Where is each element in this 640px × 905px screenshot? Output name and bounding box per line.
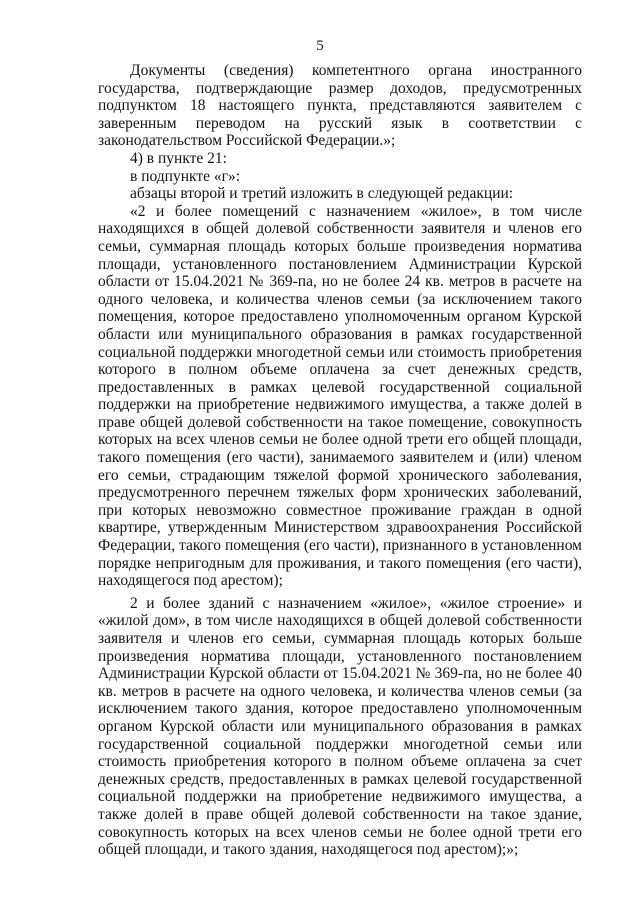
paragraph-premises: «2 и более помещений с назначением «жилое», в том числе находящихся в общей долевой собственности заявителя и членов его семьи, суммарная площадь которых больше произведения норматива площади, установленного постановлением Администрации Курской области от 15.04.2021 № 369-па, но не более 24 кв. метров в расчете на одного человека, и количества членов семьи (за исключением такого помещения, которое предоставлено уполномоченным органом Курской области или муниципального образования в рамках государственной социальной поддержки многодетной семьи или стоимость приобретения которого в полном объеме оплачена за счет денежных средств, предоставленных в рамках целевой государственной социальной поддержки на приобретение недвижимого имущества, а также долей в праве общей долевой собственности на такое помещение, совокупность которых на всех членов семьи не более одной трети его общей площади, такого помещения (его части), занимаемого заявителем и (или) членом его семьи, страдающим тяжелой формой хронического заболевания, предусмотренного перечнем тяжелых форм хронических заболеваний, при которых невозможно совместное проживание граждан в одной квартире, утвержденным Министерством здравоохранения Российской Федерации, такого помещения (его части), признанного в установленном порядке непригодным для проживания, и такого помещения (его части), находящегося под арестом); <box>98 202 582 590</box>
page-number: 5 <box>316 38 324 54</box>
paragraph-buildings: 2 и более зданий с назначением «жилое», «жилое строение» и «жилой дом», в том числе находящихся в общей долевой собственности заявителя и членов его семьи, суммарная площадь которых больше произведения норматива площади, установленного постановлением Администрации Курской области от 15.04.2021 № 369-па, но не более 40 кв. метров в расчете на одного человека, и количества членов семьи (за исключением такого здания, которое предоставлено уполномоченным органом Курской области или муниципального образования в рамках государственной социальной поддержки многодетной семьи или стоимость приобретения которого в полном объеме оплачена за счет денежных средств, предоставленных в рамках целевой государственной социальной поддержки на приобретение недвижимого имущества, а также долей в праве общей долевой собственности на такое здание, совокупность которых на всех членов семьи не более одной трети его общей площади, и такого здания, находящегося под арестом);»; <box>98 594 582 859</box>
document-body <box>98 62 582 859</box>
paragraph-foreign-documents: Документы (сведения) компетентного органа иностранного государства, подтверждающие размер доходов, предусмотренных подпунктом 18 настоящего пункта, представляются заявителем с заверенным переводом на русский язык в соответствии с законодательством Российской Федерации.»; <box>98 62 582 150</box>
paragraph-subitem-g: в подпункте «г»: <box>130 167 241 185</box>
paragraph-amendment-intro: абзацы второй и третий изложить в следующей редакции: <box>130 185 514 203</box>
paragraph-item-4: 4) в пункте 21: <box>130 149 227 167</box>
